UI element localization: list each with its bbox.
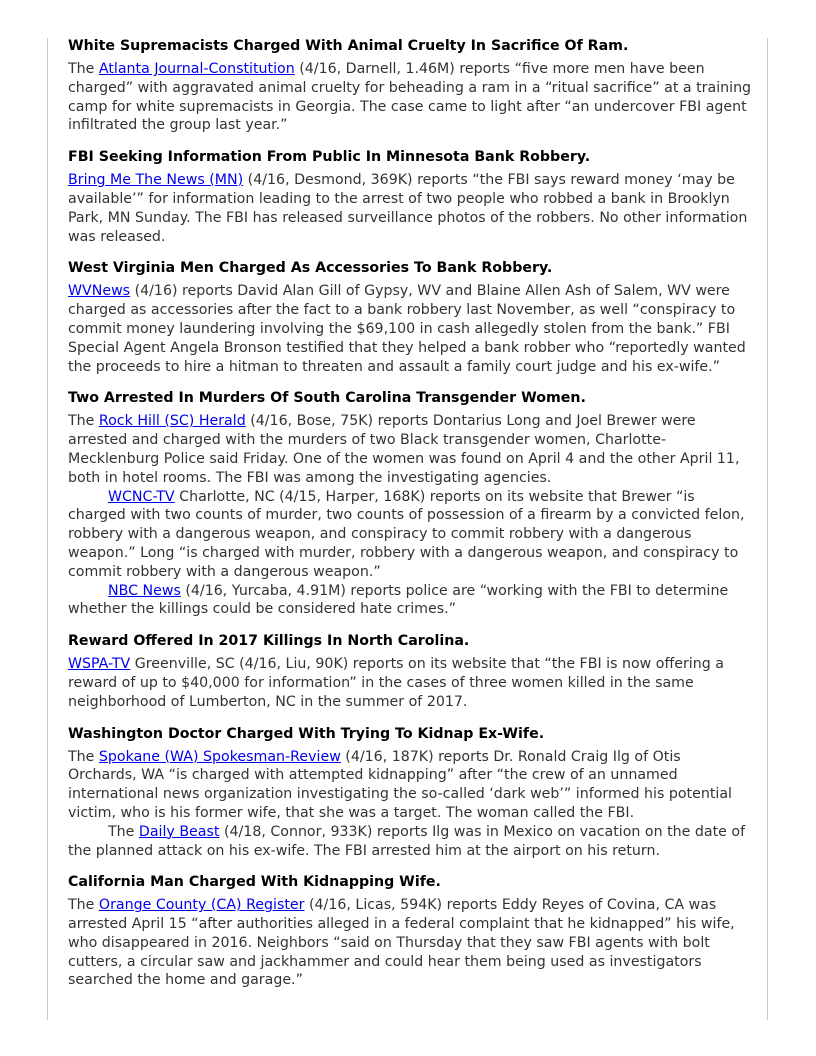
paragraph-lead-text: The (68, 748, 99, 765)
article-south-carolina-murders (68, 389, 752, 619)
paragraph-lead-text: The (68, 413, 99, 430)
source-link-wvnews[interactable]: WVNews (68, 283, 131, 300)
article-north-carolina-reward (68, 632, 752, 711)
source-link-daily-beast[interactable]: Daily Beast (138, 823, 220, 840)
article-minnesota-bank-robbery (68, 148, 752, 246)
left-border-rule (47, 38, 48, 1020)
source-link-oc-register[interactable]: Orange County (CA) Register (98, 897, 305, 914)
article-headline: Reward Offered In 2017 Killings In North Carolina. (68, 633, 470, 650)
article-paragraph (68, 412, 752, 487)
paragraph-lead-text: The (108, 823, 139, 840)
source-link-spokesman-review[interactable]: Spokane (WA) Spokesman-Review (98, 748, 341, 765)
article-ram-sacrifice (68, 37, 752, 135)
article-headline: West Virginia Men Charged As Accessories To Bank Robbery. (68, 260, 553, 277)
article-paragraph (68, 171, 752, 246)
paragraph-body-text: (4/18, Connor, 933K) reports Ilg was in Mexico on vacation on the date of the planned attack on his ex-wife. The FBI arrested him at the airport on his return. (68, 823, 746, 859)
source-link-wcnc-tv[interactable]: WCNC-TV (108, 488, 175, 505)
article-headline: Two Arrested In Murders Of South Carolina Transgender Women. (68, 390, 586, 407)
article-paragraph (68, 60, 752, 135)
article-paragraph (68, 655, 752, 711)
paragraph-body-text: Greenville, SC (4/16, Liu, 90K) reports on its website that “the FBI is now offering a reward of up to $40,000 for information” in the cases of three women killed in the same neighborhood of Lumberton, NC in the summer of 2017. (68, 656, 724, 710)
source-link-nbc-news[interactable]: NBC News (108, 582, 181, 599)
article-headline: White Supremacists Charged With Animal Cruelty In Sacrifice Of Ram. (68, 38, 629, 54)
paragraph-lead-text: The (68, 61, 99, 77)
source-link-bring-me-the-news[interactable]: Bring Me The News (MN) (68, 172, 244, 189)
paragraph-body-text: (4/16, 187K) reports Dr. Ronald Craig Ilg of Otis Orchards, WA “is charged with attempted kidnapping” after “the crew of an unnamed international news organization investigating the so-called ‘dark web’” informed his potential victim, who is his former wife, that she was a target. The woman called the FBI. (68, 748, 732, 821)
article-paragraph (68, 282, 752, 376)
source-link-ajc[interactable]: Atlanta Journal-Constitution (98, 61, 295, 77)
source-link-wspa-tv[interactable]: WSPA-TV (68, 656, 131, 673)
article-paragraph (68, 582, 752, 620)
paragraph-body-text: (4/16, Licas, 594K) reports Eddy Reyes of Covina, CA was arrested April 15 “after authorities alleged in a federal complaint that he kidnapped” his wife, who disappeared in 2016. Neighbors “said on Thursday that they saw FBI agents with bolt cutters, a circular saw and jackhammer and could hear them being used as investigators searched the home and garage.” (68, 897, 735, 989)
article-paragraph (68, 488, 752, 582)
paragraph-body-text: (4/16) reports David Alan Gill of Gypsy, WV and Blaine Allen Ash of Salem, WV were charged as accessories after the fact to a bank robbery last November, as well “conspiracy to commit money laundering involving the $69,100 in cash allegedly stolen from the bank.” FBI Special Agent Angela Bronson testified that they helped a bank robber who “reportedly wanted the proceeds to hire a hitman to threaten and assault a family court judge and his ex-wife.” (68, 283, 746, 375)
article-west-virginia-accessories (68, 259, 752, 376)
source-link-rock-hill-herald[interactable]: Rock Hill (SC) Herald (98, 413, 246, 430)
paragraph-body-text: (4/16, Darnell, 1.46M) reports “five more men have been charged” with aggravated animal cruelty for beheading a ram in a “ritual sacrifice” at a training camp for white supremacists in Georgia. The case came to light after “an undercover FBI agent infiltrated the group last year.” (68, 61, 752, 134)
article-headline: Washington Doctor Charged With Trying To Kidnap Ex-Wife. (68, 725, 545, 742)
article-headline: FBI Seeking Information From Public In Minnesota Bank Robbery. (68, 149, 591, 166)
article-washington-doctor (68, 725, 752, 861)
paragraph-body-text: (4/16, Desmond, 369K) reports “the FBI says reward money ‘may be available’” for information leading to the arrest of two people who robbed a bank in Brooklyn Park, MN Sunday. The FBI has released surveillance photos of the robbers. No other information was released. (68, 172, 748, 245)
paragraph-body-text: Charlotte, NC (4/15, Harper, 168K) reports on its website that Brewer “is charged with two counts of murder, two counts of possession of a firearm by a convicted felon, robbery with a dangerous weapon, and conspiracy to commit robbery with a dangerous weapon.” Long “is charged with murder, robbery with a dangerous weapon, and conspiracy to commit robbery with a dangerous weapon.” (68, 488, 745, 580)
paragraph-lead-text: The (68, 897, 99, 914)
article-headline: California Man Charged With Kidnapping Wife. (68, 874, 441, 891)
article-paragraph (68, 896, 752, 990)
paragraph-body-text: (4/16, Yurcaba, 4.91M) reports police are “working with the FBI to determine whether the killings could be considered hate crimes.” (68, 582, 729, 618)
news-briefing-column (68, 37, 752, 1003)
article-california-kidnapping (68, 873, 752, 990)
right-border-rule (767, 38, 768, 1020)
article-paragraph (68, 823, 752, 861)
paragraph-body-text: (4/16, Bose, 75K) reports Dontarius Long and Joel Brewer were arrested and charged with the murders of two Black transgender women, Charlotte-Mecklenburg Police said Friday. One of the women was found on April 4 and the other April 11, both in hotel rooms. The FBI was among the investigating agencies. (68, 413, 740, 486)
article-paragraph (68, 748, 752, 823)
